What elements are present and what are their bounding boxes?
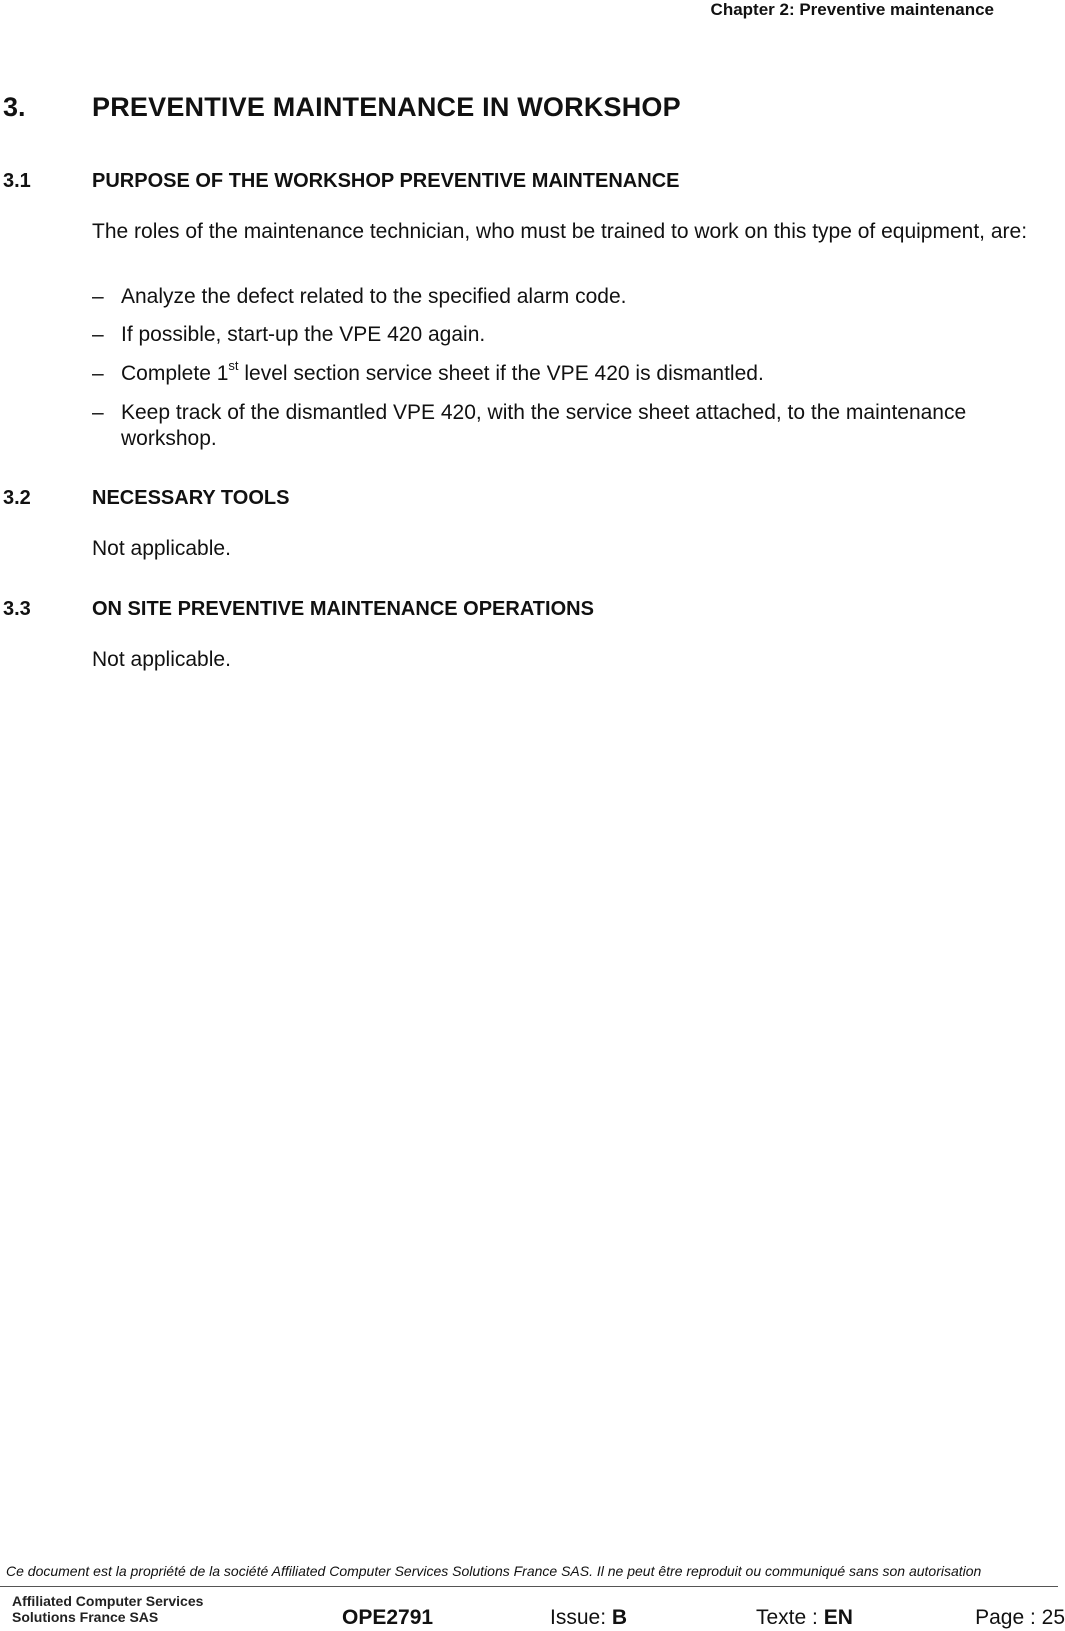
issue-field	[550, 1606, 627, 1630]
page-label: Page :	[975, 1606, 1042, 1629]
dash-bullet: –	[92, 285, 104, 308]
company-line-2: Solutions France SAS	[12, 1609, 159, 1625]
dash-bullet: –	[92, 323, 104, 346]
subsection-3-3-body: Not applicable.	[92, 648, 231, 671]
subsection-3-1-title: PURPOSE OF THE WORKSHOP PREVENTIVE MAINTENANCE	[92, 170, 680, 192]
document-reference: OPE2791	[342, 1606, 434, 1629]
subsection-3-2-title: NECESSARY TOOLS	[92, 487, 290, 509]
dash-bullet: –	[92, 401, 104, 424]
text-label: Texte :	[756, 1606, 824, 1629]
list-item-text	[121, 358, 1056, 387]
subsection-3-3-number: 3.3	[3, 598, 31, 620]
dash-bullet: –	[92, 362, 104, 385]
page-number	[975, 1606, 1065, 1630]
text-language-field	[756, 1606, 853, 1630]
issue-label: Issue:	[550, 1606, 612, 1629]
roles-intro-paragraph: The roles of the maintenance technician, who must be trained to work on this type of equipment, are:	[92, 220, 1028, 243]
ordinal-suffix: st	[228, 358, 239, 373]
company-name	[12, 1593, 203, 1625]
page-value: 25	[1041, 1606, 1065, 1629]
text-value: EN	[823, 1606, 853, 1629]
footer-disclaimer: Ce document est la propriété de la société Affiliated Computer Services Solutions France SAS. Il ne peut être reproduit ou communiqué sans son autorisation	[6, 1563, 982, 1579]
list-item-text: If possible, start-up the VPE 420 again.	[121, 323, 486, 346]
subsection-3-2-number: 3.2	[3, 487, 31, 509]
section-title: PREVENTIVE MAINTENANCE IN WORKSHOP	[92, 92, 681, 122]
subsection-3-3-title: ON SITE PREVENTIVE MAINTENANCE OPERATIONS	[92, 598, 594, 620]
issue-value: B	[611, 1606, 628, 1629]
subsection-3-2-body: Not applicable.	[92, 537, 231, 560]
subsection-3-1-number: 3.1	[3, 170, 31, 192]
footer-divider	[0, 1586, 1058, 1587]
list-item-rest: level section service sheet if the VPE 420 is dismantled.	[244, 362, 764, 385]
section-number: 3.	[3, 92, 26, 122]
list-item-text: Keep track of the dismantled VPE 420, with the service sheet attached, to the maintenance workshop.	[121, 401, 967, 450]
list-item-text: Analyze the defect related to the specified alarm code.	[121, 285, 627, 308]
company-line-1: Affiliated Computer Services	[12, 1593, 204, 1609]
chapter-header: Chapter 2: Preventive maintenance	[710, 0, 994, 19]
list-item-prefix: Complete 1	[121, 362, 229, 385]
